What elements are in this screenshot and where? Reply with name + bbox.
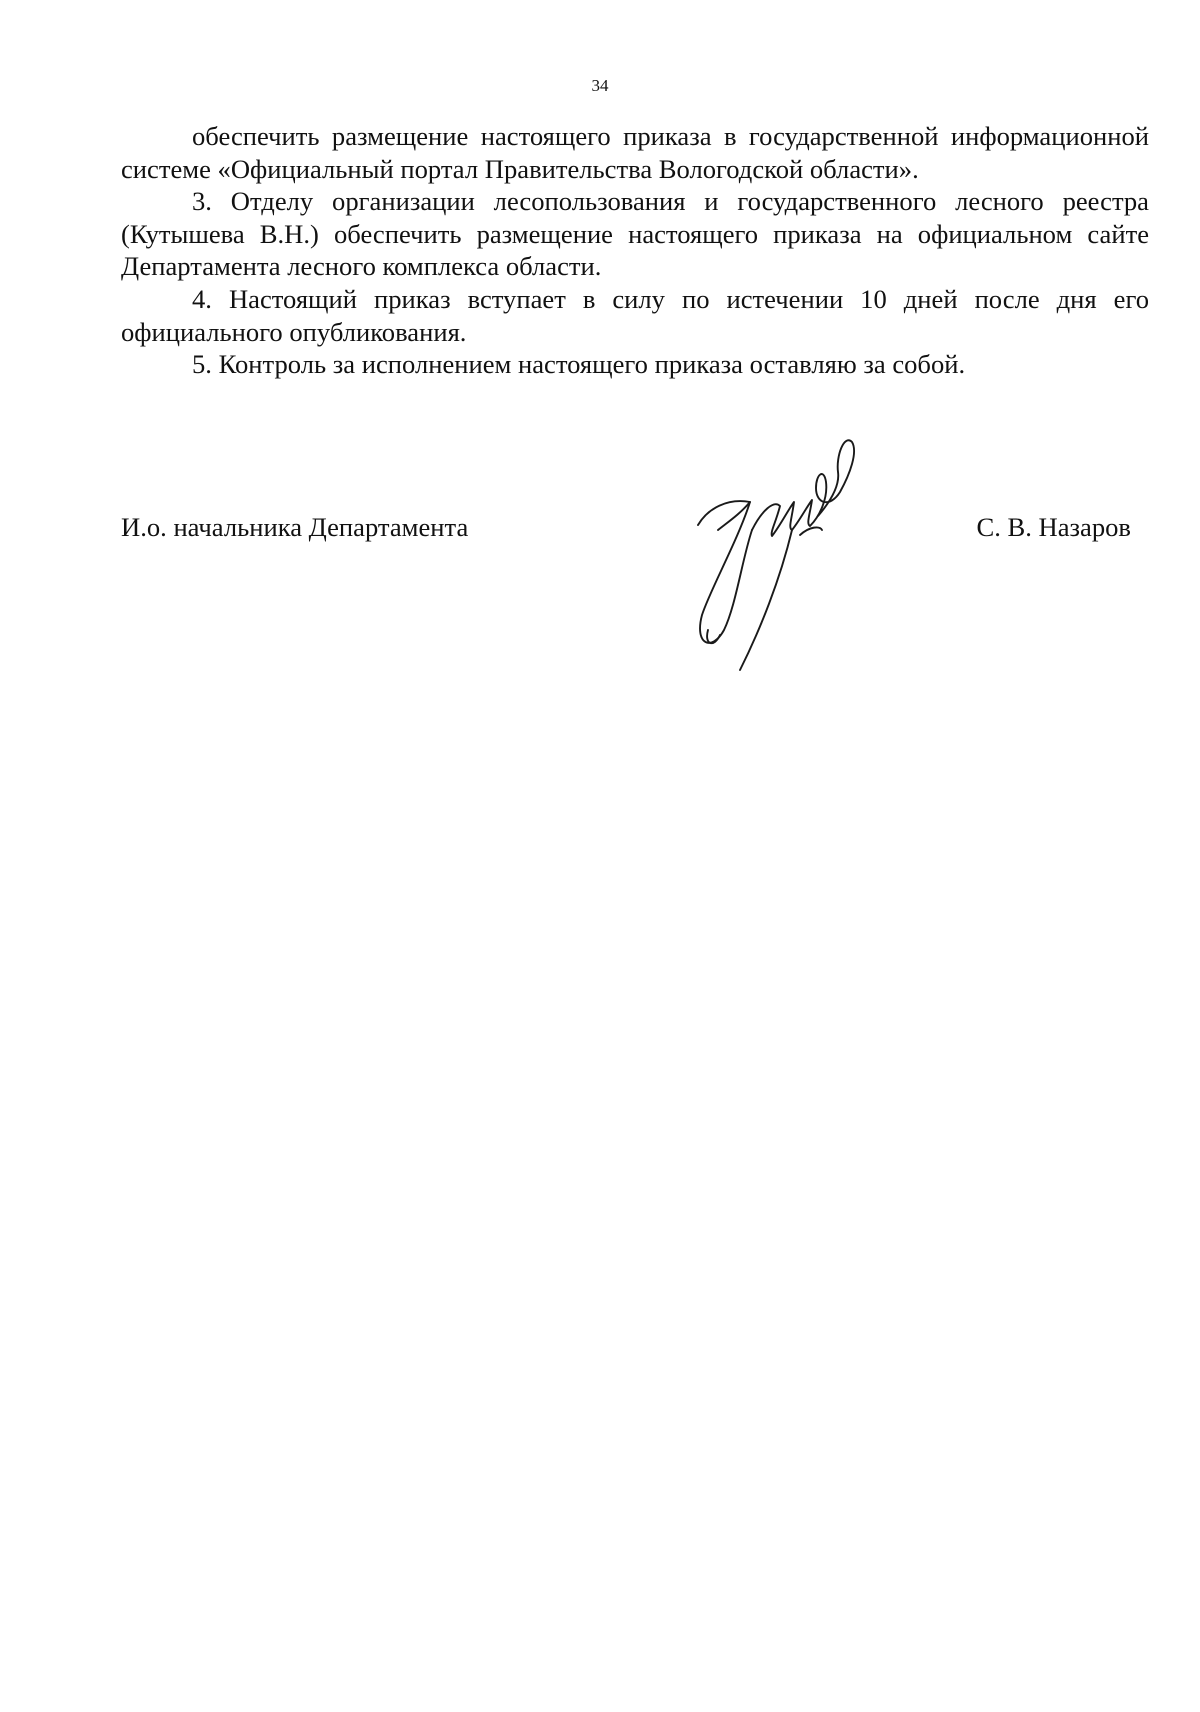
paragraph-item-4: 4. Настоящий приказ вступает в силу по истечении 10 дней после дня его официального опубликования. [121, 283, 1149, 347]
signatory-name: С. В. Назаров [976, 512, 1131, 542]
document-body [121, 120, 1149, 381]
paragraph-item-3: 3. Отделу организации лесопользования и государственного лесного реестра (Кутышева В.Н.) обеспечить размещение настоящего приказа на официальном сайте Департамента лесного комплекса области. [121, 186, 1149, 282]
signature-block [121, 511, 1131, 551]
handwritten-signature [680, 430, 890, 680]
paragraph-publication-portal: обеспечить размещение настоящего приказа в государственной информационной системе «Официальный портал Правительства Вологодской области». [121, 121, 1149, 184]
signatory-position: И.о. начальника Департамента [121, 512, 469, 542]
page-number: 34 [591, 76, 609, 95]
paragraph-item-5: 5. Контроль за исполнением настоящего приказа оставляю за собой. [192, 349, 966, 380]
